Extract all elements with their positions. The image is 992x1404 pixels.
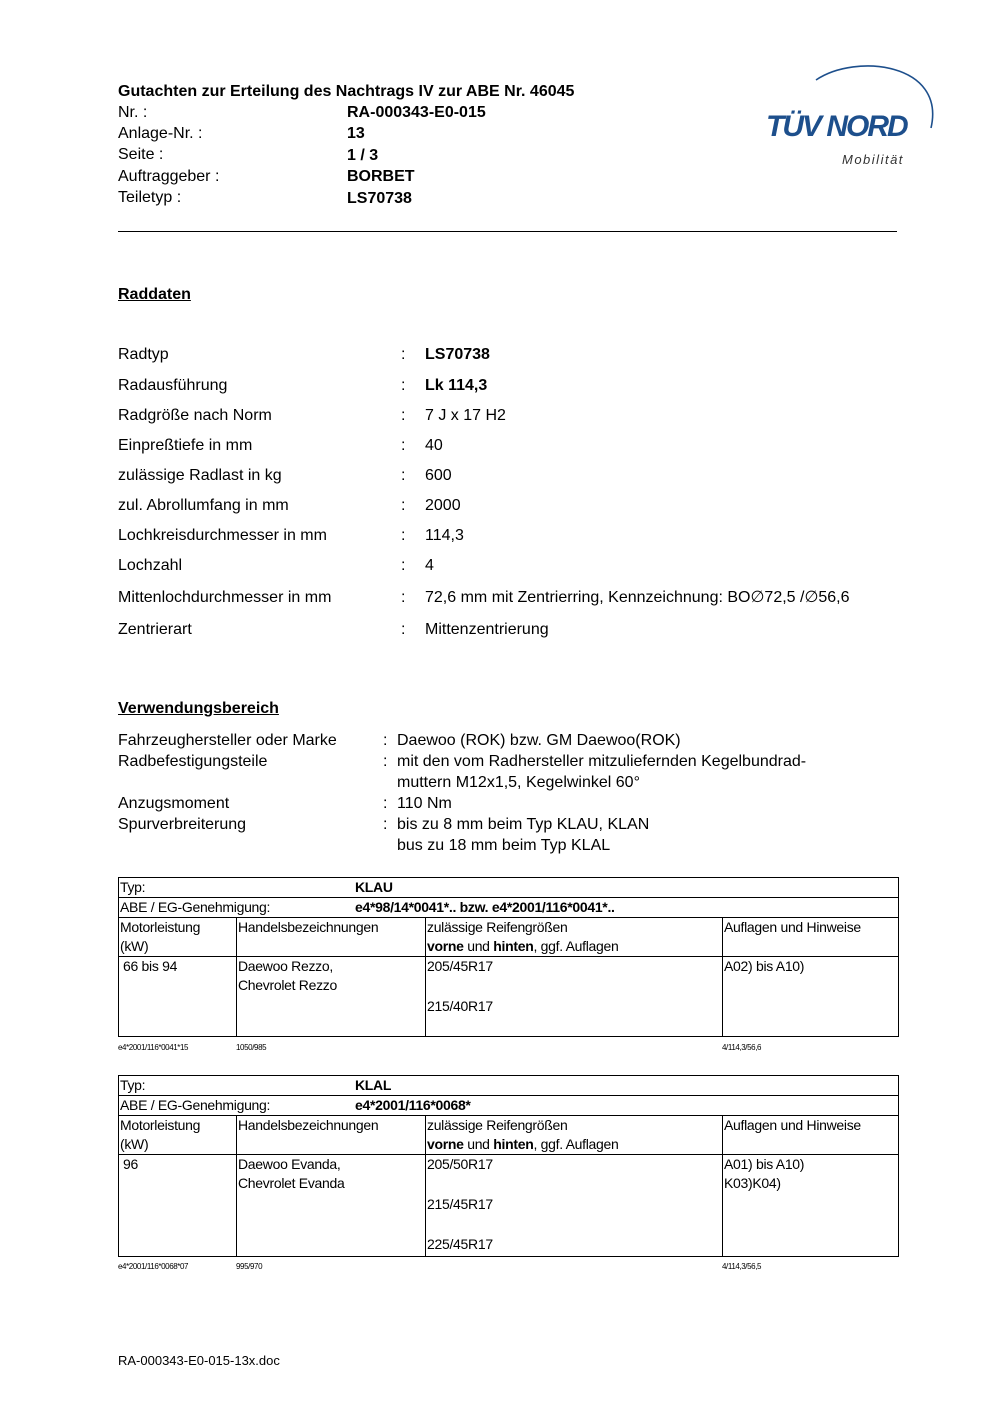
motor-header: Motorleistung [120, 1117, 201, 1133]
header-label-auftraggeber: Auftraggeber : [118, 168, 220, 185]
raddaten-label: zul. Abrollumfang in mm [118, 497, 289, 514]
raddaten-row [118, 556, 908, 576]
abe-row [119, 1096, 899, 1116]
typ-label: Typ: [120, 879, 146, 895]
raddaten-label: Radtyp [118, 346, 169, 363]
raddaten-label: Mittenlochdurchmesser in mm [118, 589, 332, 606]
reifen-header: zulässige Reifengrößen [427, 919, 568, 935]
trade-name: Daewoo Rezzo, [238, 958, 333, 974]
logo-subtitle: Mobilität [842, 152, 904, 167]
motor-header-unit: (kW) [120, 1136, 149, 1152]
abe-label: ABE / EG-Genehmigung: [120, 899, 271, 915]
raddaten-value: 600 [425, 467, 452, 484]
raddaten-value: Mittenzentrierung [425, 621, 549, 638]
verwendung-value: 110 Nm [397, 795, 452, 812]
header-label-seite: Seite : [118, 146, 164, 163]
raddaten-colon: : [401, 346, 406, 363]
verwendung-value: bis zu 8 mm beim Typ KLAU, KLAN [397, 816, 650, 833]
raddaten-row [118, 436, 908, 456]
raddaten-row [118, 526, 908, 546]
typ-label: Typ: [120, 1077, 146, 1093]
raddaten-row [118, 496, 908, 516]
verwendung-label: Radbefestigungsteile [118, 753, 268, 770]
verwendung-heading: Verwendungsbereich [118, 700, 279, 717]
raddaten-value: 40 [425, 437, 443, 454]
table-footer-left: e4*2001/116*0068*07 [118, 1262, 189, 1271]
table-footer-mid: 995/970 [236, 1262, 263, 1271]
data-row [119, 957, 899, 1037]
raddaten-label: Lochkreisdurchmesser in mm [118, 527, 327, 544]
raddaten-value: 4 [425, 557, 434, 574]
raddaten-colon: : [401, 437, 406, 454]
verwendung-colon: : [383, 753, 388, 770]
table-footer-right: 4/114,3/56,5 [722, 1262, 762, 1271]
verwendung-value: mit den vom Radhersteller mitzuliefernden Kegelbundrad- [397, 753, 807, 770]
motor-power: 96 [123, 1156, 138, 1172]
raddaten-colon: : [401, 621, 406, 638]
raddaten-value: 2000 [425, 497, 461, 514]
reifen-subheader: vorne und hinten, ggf. Auflagen [427, 1136, 619, 1152]
condition-note: K03)K04) [724, 1175, 781, 1191]
typ-row [119, 1076, 899, 1096]
verwendung-colon: : [383, 795, 388, 812]
tire-size: 225/45R17 [427, 1236, 493, 1252]
header-value-anlage: 13 [347, 125, 365, 142]
typ-value: KLAU [355, 879, 393, 895]
raddaten-row [118, 406, 908, 426]
raddaten-colon: : [401, 557, 406, 574]
raddaten-heading: Raddaten [118, 286, 191, 303]
tire-size: 215/45R17 [427, 1196, 493, 1212]
raddaten-label: Einpreßtiefe in mm [118, 437, 253, 454]
abe-row [119, 898, 899, 918]
raddaten-colon: : [401, 377, 406, 394]
trade-name: Chevrolet Rezzo [238, 977, 337, 993]
vehicle-table [118, 877, 899, 1037]
verwendung-label: Anzugsmoment [118, 795, 230, 812]
table-footer-left: e4*2001/116*0041*15 [118, 1043, 189, 1052]
auflagen-header: Auflagen und Hinweise [724, 919, 861, 935]
raddaten-value: Lk 114,3 [425, 377, 488, 394]
verwendung-value: bus zu 18 mm beim Typ KLAL [397, 837, 611, 854]
raddaten-label: zulässige Radlast in kg [118, 467, 282, 484]
raddaten-label: Radausführung [118, 377, 228, 394]
motor-header-unit: (kW) [120, 938, 149, 954]
handel-header: Handelsbezeichnungen [238, 919, 379, 935]
header-value-nr: RA-000343-E0-015 [347, 104, 486, 121]
raddaten-value: LS70738 [425, 346, 490, 363]
raddaten-value: 72,6 mm mit Zentrierring, Kennzeichnung: BO∅72,5 /∅56,6 [425, 589, 850, 606]
raddaten-row [118, 588, 908, 608]
vehicle-table [118, 1075, 899, 1257]
tire-size: 205/45R17 [427, 958, 493, 974]
header-label-teiletyp: Teiletyp : [118, 189, 182, 206]
raddaten-colon: : [401, 589, 406, 606]
column-header-row [119, 918, 899, 957]
raddaten-colon: : [401, 527, 406, 544]
data-row [119, 1155, 899, 1257]
raddaten-colon: : [401, 407, 406, 424]
raddaten-colon: : [401, 497, 406, 514]
tire-size: 205/50R17 [427, 1156, 493, 1172]
header-value-auftraggeber: BORBET [347, 168, 415, 185]
raddaten-row [118, 620, 908, 640]
condition-note: A02) bis A10) [724, 958, 805, 974]
raddaten-value: 114,3 [425, 527, 464, 544]
abe-label: ABE / EG-Genehmigung: [120, 1097, 271, 1113]
column-header-row [119, 1116, 899, 1155]
raddaten-label: Zentrierart [118, 621, 192, 638]
motor-header: Motorleistung [120, 919, 201, 935]
raddaten-label: Lochzahl [118, 557, 183, 574]
auflagen-header: Auflagen und Hinweise [724, 1117, 861, 1133]
abe-value: e4*2001/116*0068* [355, 1097, 471, 1113]
reifen-header: zulässige Reifengrößen [427, 1117, 568, 1133]
condition-note: A01) bis A10) [724, 1156, 805, 1172]
document-footer: RA-000343-E0-015-13x.doc [118, 1353, 280, 1368]
header-value-teiletyp: LS70738 [347, 190, 412, 207]
raddaten-row [118, 466, 908, 486]
reifen-subheader: vorne und hinten, ggf. Auflagen [427, 938, 619, 954]
verwendung-value: Daewoo (ROK) bzw. GM Daewoo(ROK) [397, 732, 681, 749]
trade-name: Daewoo Evanda, [238, 1156, 341, 1172]
header-value-seite: 1 / 3 [347, 147, 379, 164]
verwendung-value: muttern M12x1,5, Kegelwinkel 60° [397, 774, 640, 791]
raddaten-row [118, 345, 908, 365]
tire-size: 215/40R17 [427, 998, 493, 1014]
document-title: Gutachten zur Erteilung des Nachtrags IV zur ABE Nr. 46045 [118, 83, 575, 100]
typ-row [119, 878, 899, 898]
handel-header: Handelsbezeichnungen [238, 1117, 379, 1133]
raddaten-row [118, 376, 908, 396]
header-label-nr: Nr. : [118, 104, 148, 121]
table-footer-mid: 1050/985 [236, 1043, 267, 1052]
verwendung-colon: : [383, 816, 388, 833]
trade-name: Chevrolet Evanda [238, 1175, 345, 1191]
header-divider [118, 231, 897, 232]
verwendung-label: Spurverbreiterung [118, 816, 247, 833]
abe-value: e4*98/14*0041*.. bzw. e4*2001/116*0041*.. [355, 899, 615, 915]
verwendung-label: Fahrzeughersteller oder Marke [118, 732, 337, 749]
typ-value: KLAL [355, 1077, 392, 1093]
motor-power: 66 bis 94 [123, 958, 178, 974]
raddaten-label: Radgröße nach Norm [118, 407, 272, 424]
raddaten-value: 7 J x 17 H2 [425, 407, 506, 424]
logo-tuv-nord: TÜV NORD [766, 110, 907, 143]
verwendung-colon: : [383, 732, 388, 749]
raddaten-colon: : [401, 467, 406, 484]
table-footer-right: 4/114,3/56,6 [722, 1043, 762, 1052]
header-label-anlage: Anlage-Nr. : [118, 125, 203, 142]
